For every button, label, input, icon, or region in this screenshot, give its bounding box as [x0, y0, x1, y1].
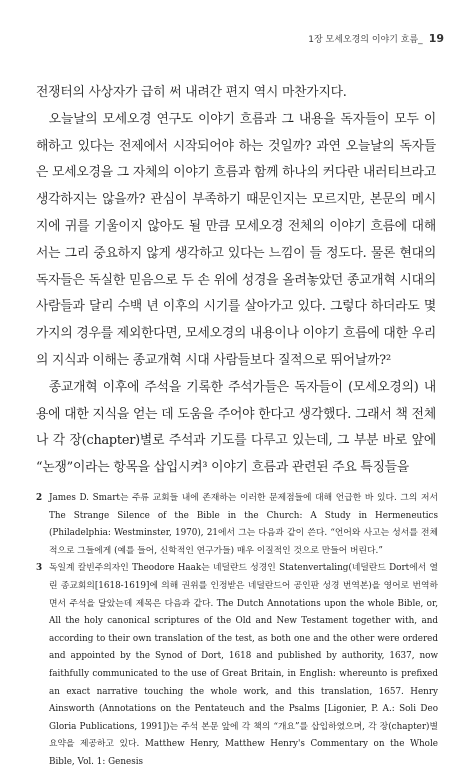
footnote-number: 2: [36, 493, 43, 503]
main-text: [36, 80, 436, 482]
paragraph: 전쟁터의 사상자가 급히 써 내려간 편지 역시 마찬가지다.: [36, 85, 347, 100]
footnote: [36, 490, 438, 560]
paragraph: 오늘날의 모세오경 연구도 이야기 흐름과 그 내용을 독자들이 모두 이해하고 있다는 전제에서 시작되어야 하는 것일까? 과연 오늘날의 독자들은 모세오경을 그 자체의 이야기 흐름과 함께 하나의 커다란 내러티브라고 생각하지는 않을까? 관심이 부족하기 때문인지는 모르지만, 본문의 메시지에 귀를 기울이지 않아도 될 만큼 모세오경 전체의 이야기 흐름에 대해서는 그리 중요하지 않게 생각하고 있다는 느낌이 들 정도다. 물론 현대의 독자들은 독실한 믿음으로 두 손 위에 성경을 올려놓았던 종교개혁 시대의 사람들과 달리 수백 년 이후의 시기를 살아가고 있다. 그렇다 하더라도 몇 가지의 경우를 제외한다면, 모세오경의 내용이나 이야기 흐름에 대한 우리의 지식과 이해는 종교개혁 시대 사람들보다 질적으로 뛰어날까?²: [36, 111, 436, 368]
footnote-number: 3: [36, 563, 43, 574]
running-header: [308, 32, 444, 45]
paragraph: 종교개혁 이후에 주석을 기록한 주석가들은 독자들이 (모세오경의) 내용에 대한 지식을 얻는 데 도움을 주어야 한다고 생각했다. 그래서 책 전체나 각 장(chapter)별로 주석과 기도를 다루고 있는데, 그 부분 바로 앞에 “논쟁”이라는 항목을 삽입시켜³ 이야기 흐름과 관련된 주요 특징들을: [36, 379, 436, 476]
footnote-text: James D. Smart는 주류 교회들 내에 존재하는 이러한 문제점들에 대해 언급한 바 있다. 그의 저서 The Strange Silence of the Bible in the Church: A Study in Hermeneutics (Philadelphia: Westminster, 1970), 21에서 그는 다음과 같이 쓴다. “언어와 사고는 성서를 전체적으로 그들에게 (예를 들어, 신학적인 연구가들) 매우 이질적인 것으로 만들어 버린다.”: [49, 493, 438, 556]
footnote: [36, 560, 438, 771]
page-number: 19: [428, 32, 444, 45]
footnotes: [36, 490, 438, 772]
chapter-title: 1장 모세오경의 이야기 흐름_: [308, 35, 423, 45]
footnote-text: 독일계 칼빈주의자인 Theodore Haak는 네덜란드 성경인 Statenvertaling(네덜란드 Dort에서 열린 종교회의[1618-1619]에 의해 권위를 인정받은 네덜란드어 공인판 성경 번역본)을 영어로 번역하면서 주석을 달았는데 제목은 다음과 같다. The Dutch Annotations upon the whole Bible, or, All the holy canonical scriptures of the Old and New Testament together with, and according to their own translation of the test, as both one and the other were ordered and appointed by the Synod of Dort, 1618 and published by authority, 1637, now faithfully communicated to the use of Great Britain, in English: whereunto is prefixed an exact narrative touching the whole work, and this translation, 1657. Henry Ainsworth (Annotations on the Pentateuch and the Psalms [Ligonier, P. A.: Soli Deo Gloria Publications, 1991])는 주석 본문 앞에 각 책의 “개요”를 삽입하였으며, 각 장(chapter)별 요약을 제공하고 있다. Matthew Henry, Matthew Henry's Commentary on the Whole Bible, Vol. 1: Genesis: [49, 563, 438, 767]
